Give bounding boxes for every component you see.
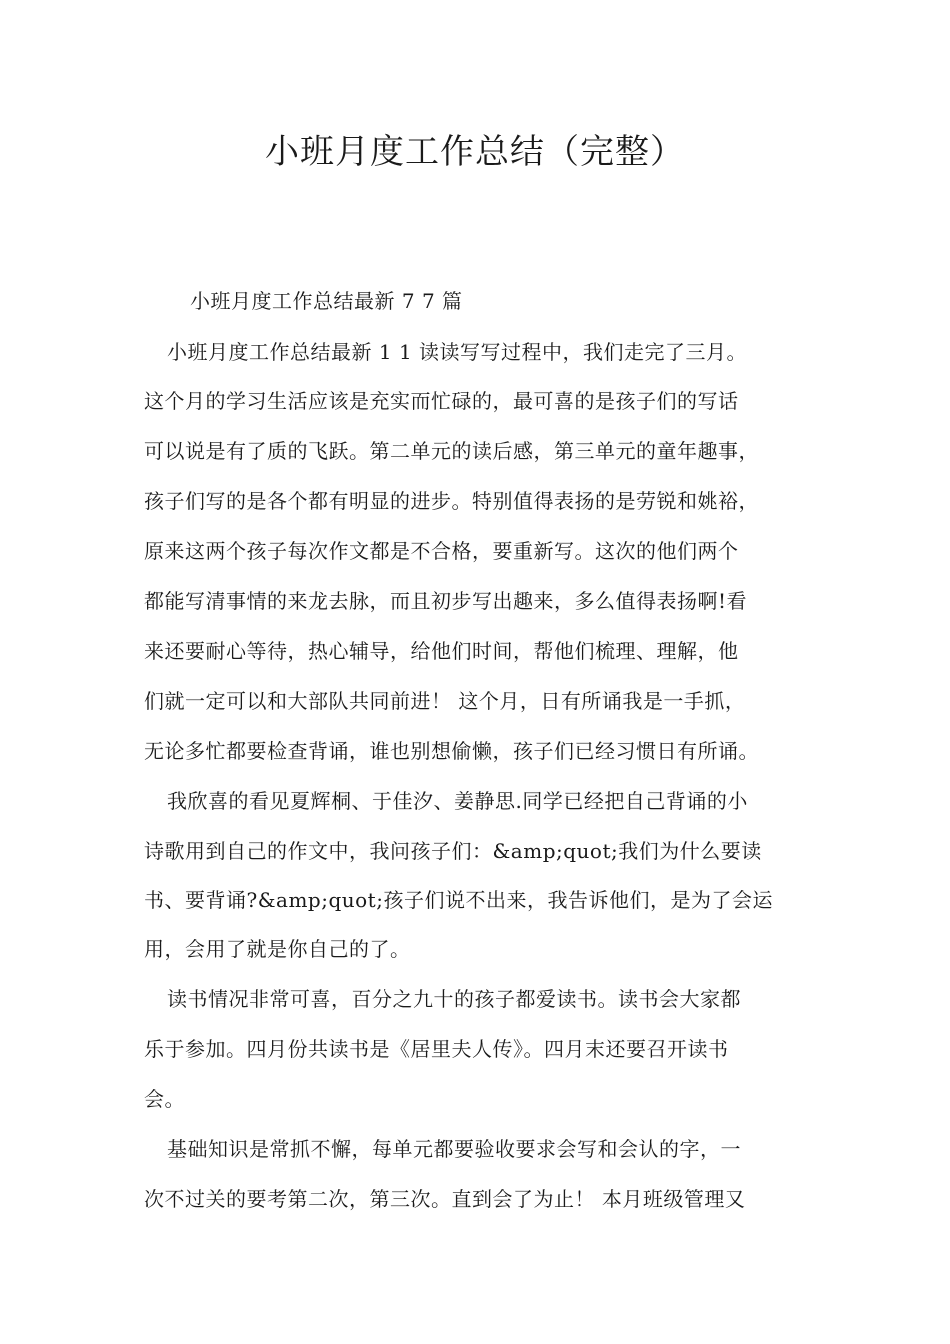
- paragraph-line: 诗歌用到自己的作文中，我问孩子们：&amp;quot;我们为什么要读: [144, 839, 762, 863]
- paragraph-line: 无论多忙都要检查背诵，谁也别想偷懒，孩子们已经习惯日有所诵。: [144, 739, 759, 763]
- paragraph-line: 书、要背诵?&amp;quot;孩子们说不出来，我告诉他们，是为了会运: [144, 888, 773, 912]
- document-title: 小班月度工作总结（完整）: [265, 132, 685, 172]
- paragraph-line: 我欣喜的看见夏辉桐、于佳汐、姜静思.同学已经把自己背诵的小: [167, 789, 748, 813]
- paragraph-line: 孩子们写的是各个都有明显的进步。特别值得表扬的是劳锐和姚裕，: [144, 489, 759, 513]
- paragraph-line: 可以说是有了质的飞跃。第二单元的读后感，第三单元的童年趣事，: [144, 439, 759, 463]
- paragraph-line: 次不过关的要考第二次，第三次。直到会了为止！ 本月班级管理又: [144, 1187, 746, 1211]
- paragraph-line: 原来这两个孩子每次作文都是不合格，要重新写。这次的他们两个: [144, 539, 739, 563]
- paragraph-line: 读书情况非常可喜，百分之九十的孩子都爱读书。读书会大家都: [167, 987, 741, 1011]
- paragraph-line: 小班月度工作总结最新 1 1 读读写写过程中，我们走完了三月。: [167, 340, 748, 364]
- paragraph-line: 来还要耐心等待，热心辅导，给他们时间，帮他们梳理、理解，他: [144, 639, 739, 663]
- paragraph-line: 都能写清事情的来龙去脉，而且初步写出趣来，多么值得表扬啊!看: [144, 589, 748, 613]
- paragraph-line: 这个月的学习生活应该是充实而忙碌的，最可喜的是孩子们的写话: [144, 389, 739, 413]
- paragraph-line: 乐于参加。四月份共读书是《居里夫人传》。四月末还要召开读书: [144, 1037, 729, 1061]
- paragraph-line: 用，会用了就是你自己的了。: [144, 937, 411, 961]
- paragraph-line: 基础知识是常抓不懈，每单元都要验收要求会写和会认的字，一: [167, 1137, 741, 1161]
- document-subtitle: 小班月度工作总结最新 7 7 篇: [190, 289, 463, 313]
- paragraph-line: 们就一定可以和大部队共同前进！ 这个月，日有所诵我是一手抓，: [144, 689, 746, 713]
- paragraph-line: 会。: [144, 1087, 185, 1111]
